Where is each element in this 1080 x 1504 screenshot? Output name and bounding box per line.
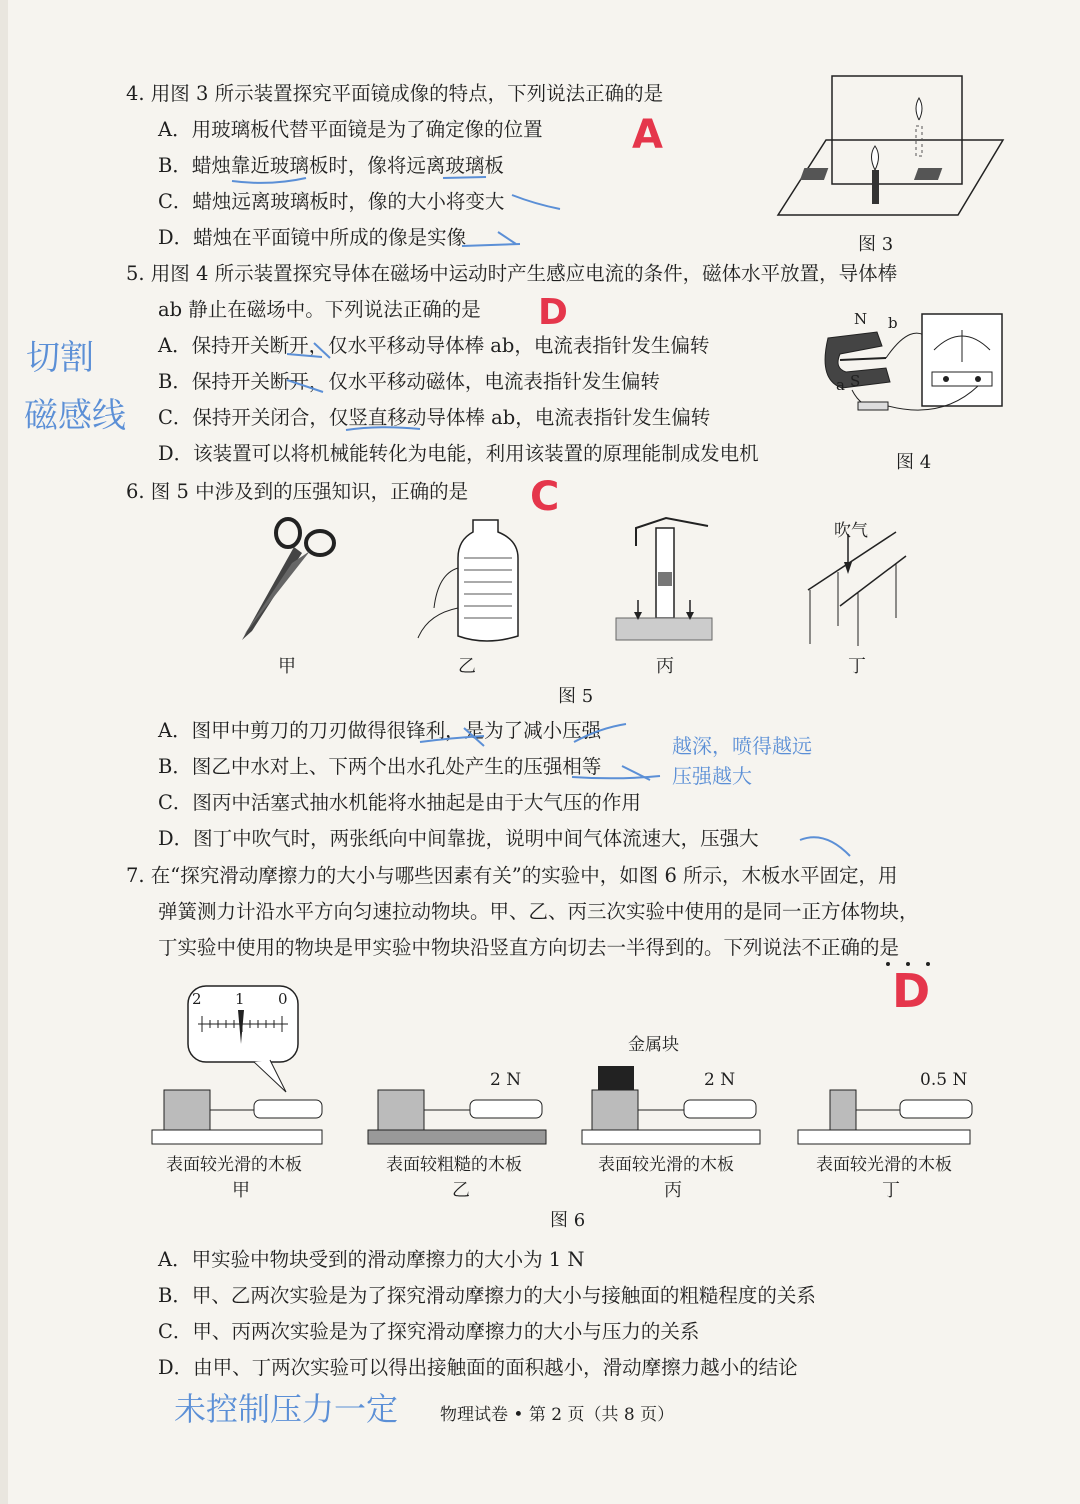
q5-stem-line1: 5. 用图 4 所示装置探究导体在磁场中运动时产生感应电流的条件，磁体水平放置，导体棒 bbox=[126, 262, 898, 285]
figure-5-label-bing: 丙 bbox=[656, 656, 674, 677]
figure-6-label-jia: 甲 bbox=[232, 1180, 250, 1201]
q6-note-line1: 越深，喷得越远 bbox=[672, 734, 812, 758]
figure-6-reading-bing: 2 N bbox=[704, 1070, 736, 1090]
q6-option-b: B．图乙中水对上、下两个出水孔处产生的压强相等 bbox=[158, 755, 602, 778]
figure-4-label-n: N bbox=[854, 310, 868, 328]
q7-option-c: C．甲、丙两次实验是为了探究滑动摩擦力的大小与压力的关系 bbox=[158, 1320, 700, 1343]
figure-6-label-yi: 乙 bbox=[452, 1180, 470, 1201]
q7-stem-line3: 丁实验中使用的物块是甲实验中物块沿竖直方向切去一半得到的。下列说法不正确的是 bbox=[158, 936, 900, 959]
q4-stem: 4. 用图 3 所示装置探究平面镜成像的特点，下列说法正确的是 bbox=[126, 82, 664, 105]
scale-label-1: 1 bbox=[235, 990, 245, 1008]
figure-6-caption: 图 6 bbox=[550, 1210, 586, 1231]
figure-5-label-ding: 丁 bbox=[848, 656, 866, 677]
q4-option-d: D．蜡烛在平面镜中所成的像是实像 bbox=[158, 226, 467, 249]
figure-6-board-bing: 表面较光滑的木板 bbox=[598, 1155, 734, 1175]
q7-note: 未控制压力一定 bbox=[174, 1390, 399, 1428]
figure-4-label-b: b bbox=[888, 314, 898, 332]
figure-6-board-ding: 表面较光滑的木板 bbox=[816, 1155, 952, 1175]
q7-answer-mark: D bbox=[892, 964, 931, 1018]
q6-answer-mark: C bbox=[530, 474, 560, 520]
q4-option-a: A．用玻璃板代替平面镜是为了确定像的位置 bbox=[158, 118, 543, 141]
figure-6-metal-block-label: 金属块 bbox=[628, 1035, 679, 1055]
q7-option-d: D．由甲、丁两次实验可以得出接触面的面积越小，滑动摩擦力越小的结论 bbox=[158, 1356, 798, 1379]
figure-6-board-jia: 表面较光滑的木板 bbox=[166, 1155, 302, 1175]
figure-4-caption: 图 4 bbox=[896, 452, 932, 473]
q5-note-line1: 切割 bbox=[26, 338, 94, 378]
q5-option-d: D．该装置可以将机械能转化为电能，利用该装置的原理能制成发电机 bbox=[158, 442, 759, 465]
q7-option-a: A．甲实验中物块受到的滑动摩擦力的大小为 1 N bbox=[158, 1248, 585, 1271]
figure-6-reading-ding: 0.5 N bbox=[920, 1070, 968, 1090]
q5-answer-mark: D bbox=[538, 292, 568, 333]
figure-4-label-s: S bbox=[850, 372, 861, 390]
figure-6-label-bing: 丙 bbox=[664, 1180, 682, 1201]
q5-option-c: C．保持开关闭合，仅竖直移动导体棒 ab，电流表指针发生偏转 bbox=[158, 406, 711, 429]
figure-5-label-jia: 甲 bbox=[278, 656, 296, 677]
q6-option-c: C．图丙中活塞式抽水机能将水抽起是由于大气压的作用 bbox=[158, 791, 641, 814]
q7-stem-line2: 弹簧测力计沿水平方向匀速拉动物块。甲、乙、丙三次实验中使用的是同一正方体物块， bbox=[158, 900, 919, 923]
q6-option-a: A．图甲中剪刀的刀刃做得很锋利，是为了减小压强 bbox=[158, 719, 602, 742]
figure-3-caption: 图 3 bbox=[858, 234, 894, 255]
figure-5-blow-label: 吹气 bbox=[834, 521, 868, 541]
q7-option-b: B．甲、乙两次实验是为了探究滑动摩擦力的大小与接触面的粗糙程度的关系 bbox=[158, 1284, 816, 1307]
q7-stem-line1: 7. 在“探究滑动摩擦力的大小与哪些因素有关”的实验中，如图 6 所示，木板水平固定，用 bbox=[126, 864, 898, 887]
figure-5-label-yi: 乙 bbox=[458, 656, 476, 677]
scale-label-0: 0 bbox=[278, 990, 288, 1008]
q4-option-b: B．蜡烛靠近玻璃板时，像将远离玻璃板 bbox=[158, 154, 504, 177]
q5-option-b: B．保持开关断开，仅水平移动磁体，电流表指针发生偏转 bbox=[158, 370, 660, 393]
q4-answer-mark: A bbox=[632, 112, 663, 158]
q6-note-line2: 压强越大 bbox=[672, 764, 752, 788]
scale-label-2: 2 bbox=[192, 990, 202, 1008]
figure-6-reading-yi: 2 N bbox=[490, 1070, 522, 1090]
figure-4-label-a: a bbox=[836, 376, 845, 394]
q4-option-c: C．蜡烛远离玻璃板时，像的大小将变大 bbox=[158, 190, 505, 213]
q6-stem: 6. 图 5 中涉及到的压强知识，正确的是 bbox=[126, 480, 469, 503]
figure-5-caption: 图 5 bbox=[558, 686, 594, 707]
q5-stem-line2: ab 静止在磁场中。下列说法正确的是 bbox=[158, 298, 481, 321]
figure-6-label-ding: 丁 bbox=[882, 1180, 900, 1201]
q5-note-line2: 磁感线 bbox=[24, 396, 126, 436]
figure-6-board-yi: 表面较粗糙的木板 bbox=[386, 1155, 522, 1175]
page-footer: 物理试卷 • 第 2 页（共 8 页） bbox=[440, 1405, 675, 1425]
q6-option-d: D．图丁中吹气时，两张纸向中间靠拢，说明中间气体流速大，压强大 bbox=[158, 827, 759, 850]
figure-6-friction-setups bbox=[150, 980, 970, 1160]
q5-option-a: A．保持开关断开，仅水平移动导体棒 ab，电流表指针发生偏转 bbox=[158, 334, 710, 357]
